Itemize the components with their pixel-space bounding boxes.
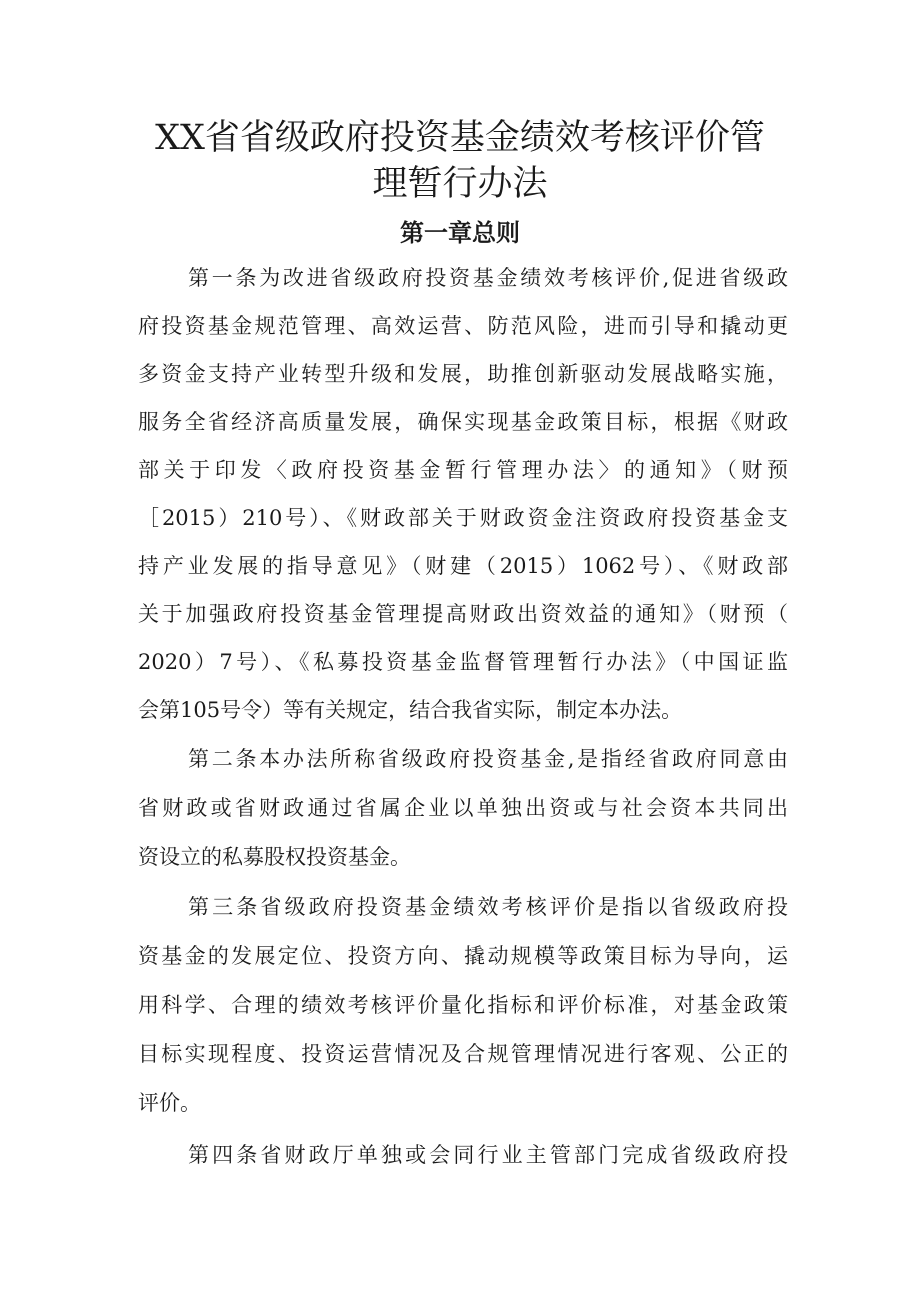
paragraph-line: 持产业发展的指导意见》（财建（2015）1062号）、《财政部	[138, 554, 788, 578]
document-title-line-2: 理暂行办法	[372, 164, 548, 204]
paragraph-line: 服务全省经济高质量发展，确保实现基金政策目标，根据《财政	[138, 410, 788, 434]
paragraph-line: 府投资基金规范管理、高效运营、防范风险，进而引导和撬动更	[138, 314, 788, 338]
paragraph-line: 第二条本办法所称省级政府投资基金,是指经省政府同意由	[188, 747, 788, 771]
document-title-line-1: XX省省级政府投资基金绩效考核评价管	[155, 118, 765, 158]
paragraph-line: 会第105号令）等有关规定，结合我省实际，制定本办法。	[138, 698, 683, 722]
paragraph-line: 关于加强政府投资基金管理提高财政出资效益的通知》（财预（	[138, 602, 788, 626]
paragraph-line: 多资金支持产业转型升级和发展，助推创新驱动发展战略实施，	[138, 362, 788, 386]
paragraph-line: 目标实现程度、投资运营情况及合规管理情况进行客观、公正的	[138, 1042, 788, 1066]
paragraph-line: 第四条省财政厅单独或会同行业主管部门完成省级政府投	[188, 1143, 788, 1167]
paragraph-line: 部关于印发〈政府投资基金暂行管理办法〉的通知》（财预	[138, 458, 788, 482]
paragraph-line: 2020）7号）、《私募投资基金监督管理暂行办法》（中国证监	[138, 650, 788, 674]
paragraph-line: 第一条为改进省级政府投资基金绩效考核评价,促进省级政	[188, 266, 788, 290]
paragraph-line: 第三条省级政府投资基金绩效考核评价是指以省级政府投	[188, 895, 788, 919]
paragraph-line: ［2015）210号）、《财政部关于财政资金注资政府投资基金支	[138, 506, 788, 530]
paragraph-line: 省财政或省财政通过省属企业以单独出资或与社会资本共同出	[138, 796, 788, 820]
paragraph-line: 评价。	[138, 1091, 201, 1115]
paragraph-line: 资基金的发展定位、投资方向、撬动规模等政策目标为导向，运	[138, 944, 788, 968]
chapter-heading: 第一章总则	[400, 219, 520, 247]
paragraph-line: 资设立的私募股权投资基金。	[138, 845, 411, 869]
paragraph-line: 用科学、合理的绩效考核评价量化指标和评价标准，对基金政策	[138, 993, 788, 1017]
